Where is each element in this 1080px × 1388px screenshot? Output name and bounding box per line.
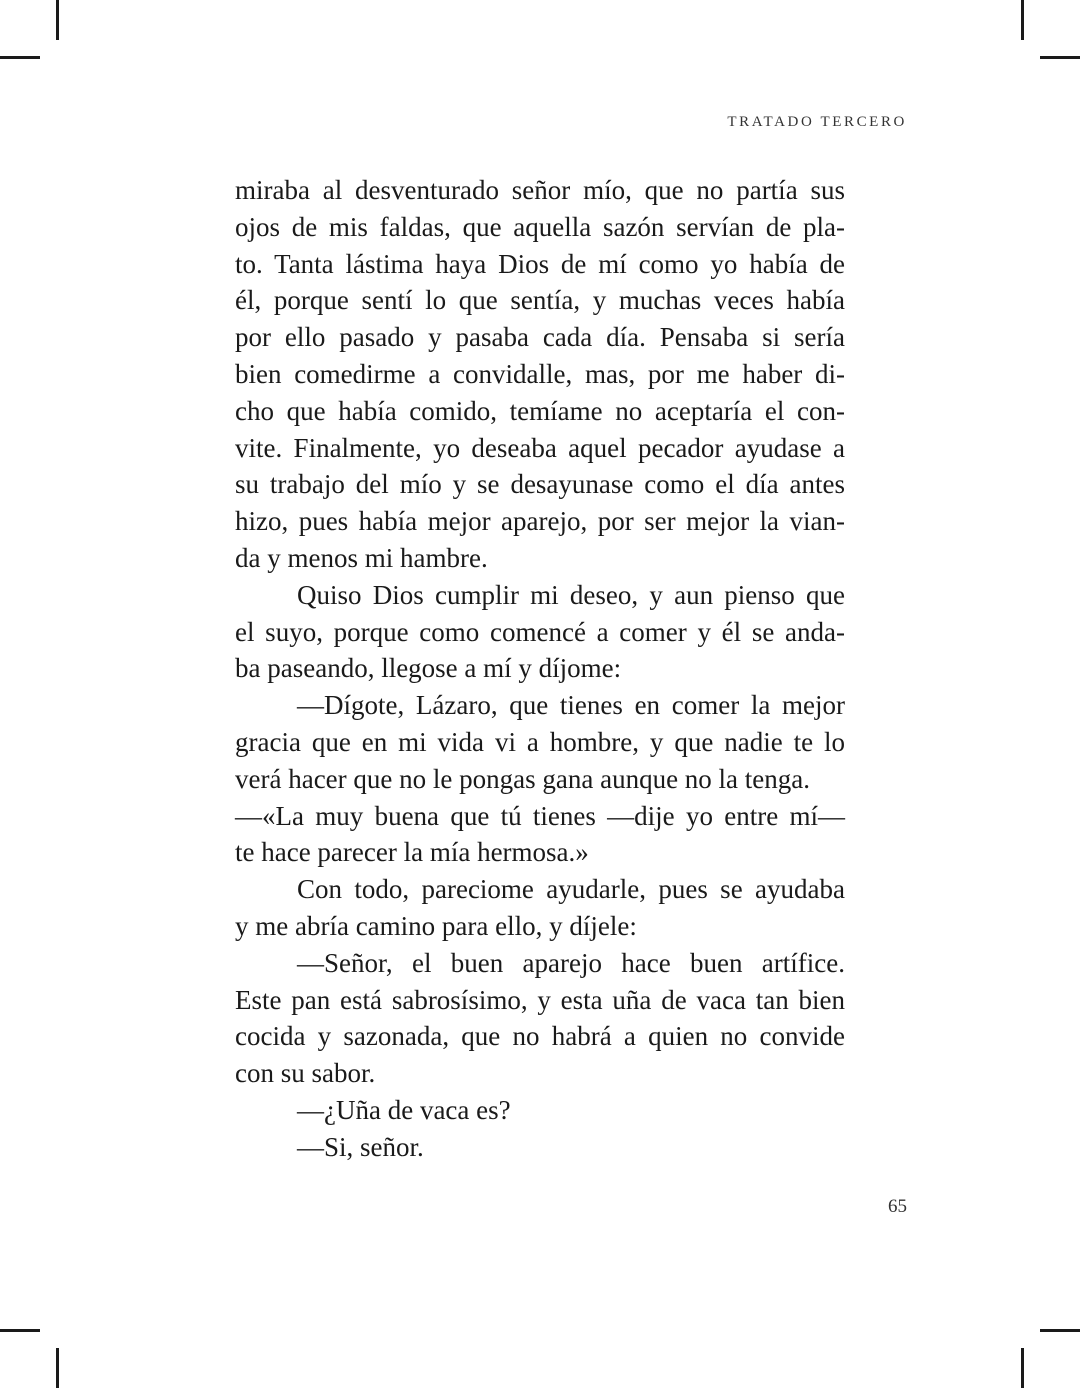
text-line: te hace parecer la mía hermosa.»: [235, 837, 589, 868]
text-line: —Señor, el buen aparejo hace buen artífice.: [297, 947, 845, 978]
text-line: Quiso Dios cumplir mi deseo, y aun pienso que: [297, 579, 845, 610]
running-head: TRATADO TERCERO: [727, 114, 907, 130]
crop-mark-top-left-horizontal: [0, 56, 40, 59]
text-line: el suyo, porque como comencé a comer y él se anda-: [235, 616, 845, 647]
text-line: y me abría camino para ello, y díjele:: [235, 910, 637, 941]
text-line: —«La muy buena que tú tienes —dije yo entre mí—: [235, 800, 845, 831]
crop-mark-top-left-vertical: [56, 0, 59, 40]
text-line: Este pan está sabrosísimo, y esta uña de vaca tan bien: [235, 984, 845, 1015]
crop-mark-bottom-left-vertical: [56, 1348, 59, 1388]
text-line: su trabajo del mío y se desayunase como el día antes: [235, 469, 845, 500]
text-line: to. Tanta lástima haya Dios de mí como yo había de: [235, 248, 845, 279]
text-line: bien comedirme a convidalle, mas, por me haber di-: [235, 358, 845, 389]
crop-mark-top-right-vertical: [1021, 0, 1024, 40]
crop-mark-bottom-right-horizontal: [1040, 1329, 1080, 1332]
text-line: gracia que en mi vida vi a hombre, y que nadie te lo: [235, 726, 845, 757]
text-line: cho que había comido, temíame no aceptaría el con-: [235, 395, 845, 426]
text-line: por ello pasado y pasaba cada día. Pensaba si sería: [235, 322, 845, 353]
text-line: con su sabor.: [235, 1058, 376, 1089]
text-line: vite. Finalmente, yo deseaba aquel pecador ayudase a: [235, 432, 845, 463]
text-line: verá hacer que no le pongas gana aunque no la tenga.: [235, 763, 811, 794]
text-line: él, porque sentí lo que sentía, y muchas veces había: [235, 285, 845, 316]
text-line: hizo, pues había mejor aparejo, por ser mejor la vian-: [235, 506, 845, 537]
crop-mark-bottom-left-horizontal: [0, 1329, 40, 1332]
crop-mark-bottom-right-vertical: [1021, 1348, 1024, 1388]
text-line: Con todo, pareciome ayudarle, pues se ayudaba: [297, 874, 845, 905]
text-line: miraba al desventurado señor mío, que no partía sus: [235, 175, 845, 205]
page-number: 65: [888, 1196, 907, 1217]
text-line: —Si, señor.: [297, 1131, 424, 1162]
text-line: —¿Uña de vaca es?: [297, 1094, 511, 1125]
crop-mark-top-right-horizontal: [1040, 56, 1080, 59]
text-line: da y menos mi hambre.: [235, 542, 488, 573]
text-line: —Dígote, Lázaro, que tienes en comer la mejor: [297, 690, 845, 721]
text-line: ba paseando, llegose a mí y díjome:: [235, 653, 622, 684]
text-line: ojos de mis faldas, que aquella sazón servían de pla-: [235, 211, 845, 242]
text-line: cocida y sazonada, que no habrá a quien no convide: [235, 1021, 845, 1052]
body-text: [235, 172, 845, 1166]
